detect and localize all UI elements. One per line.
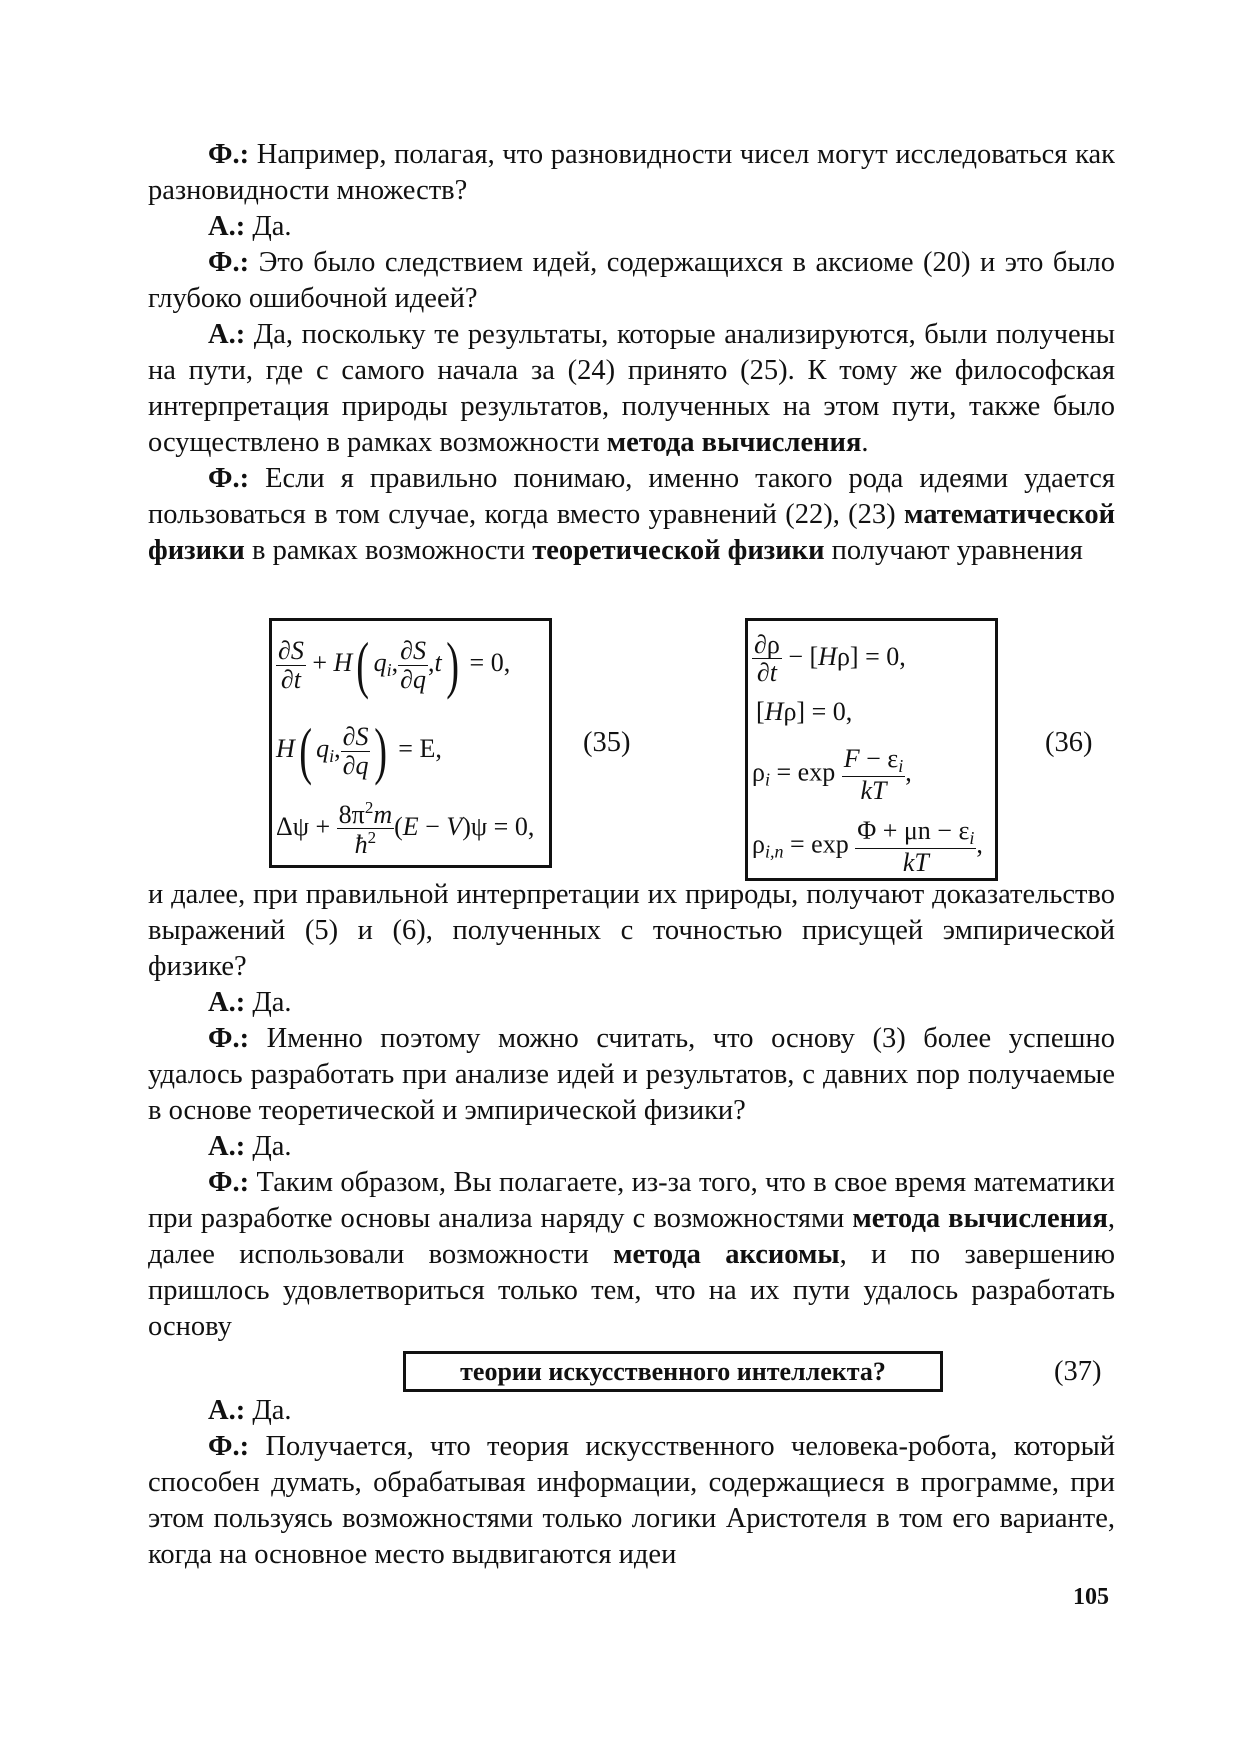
equation-35-number: (35)	[583, 727, 631, 758]
paragraph	[148, 1393, 1115, 1429]
speaker-label: А.:	[208, 211, 246, 242]
eq36-line-4: $\rho_{i,n} = \exp$ $\frac{\Phi + \mu n - \varepsilon_i}{kT}$ ,	[752, 816, 983, 877]
speaker-label: Ф.:	[208, 139, 250, 170]
eq35-line-1: $\frac{\partial S}{\partial t}$ + H( $q_i$, $\frac{\partial S}{\partial q}$ ,t) = 0,	[278, 629, 511, 700]
equation-35-frame	[269, 618, 552, 868]
paragraph	[148, 985, 1115, 1021]
speaker-label: А.:	[208, 1395, 246, 1426]
bold-term: теоретической физики	[532, 535, 825, 566]
paragraph-text: , и по завершению пришлось удовлетвориться только тем, что на их пути удалось разработать основу	[148, 1239, 1115, 1342]
equation-37-number: (37)	[1054, 1356, 1102, 1387]
bold-term: метода вычисления	[852, 1203, 1108, 1234]
paragraph-text: .	[861, 427, 869, 458]
paragraph-text: и далее, при правильной интерпретации их природы, получают доказательство выражений (5) и (6), полученных с точностью присущей эмпирической физике?	[148, 879, 1115, 982]
paragraph	[148, 1021, 1115, 1129]
paragraph	[148, 317, 1115, 461]
paragraph	[148, 461, 1115, 569]
paragraph-text: Да, поскольку те результаты, которые анализируются, были получены на пути, где с самого начала за (24) принято (25). К тому же философская интерпретация природы результатов, полученных на этом пути, также было осуществлено в рамках возможности	[148, 319, 1115, 458]
speaker-label: Ф.:	[208, 1431, 250, 1462]
paragraph	[148, 1129, 1115, 1165]
paragraph-text: Таким образом, Вы полагаете, из-за того, что в свое время математики при разработке основы анализа наряду с возможностями	[148, 1167, 1115, 1234]
speaker-label: Ф.:	[208, 1023, 250, 1054]
bold-term: метода вычисления	[606, 427, 862, 458]
speaker-label: Ф.:	[208, 463, 250, 494]
equation-36-frame	[745, 618, 998, 881]
eq36-line-1: $\frac{\partial\rho}{\partial t}$ − [Hρ] = 0,	[754, 630, 906, 688]
eq35-line-3: Δψ + $\frac{8\pi^2m}{ħ^2}$ (E − V)ψ = 0,	[276, 798, 535, 860]
paragraph-text: Это было следствием идей, содержащихся в аксиоме (20) и это было глубоко ошибочной идеей?	[148, 247, 1115, 314]
equation-36-number: (36)	[1045, 727, 1093, 758]
paragraph	[148, 209, 1115, 245]
speaker-label: Ф.:	[208, 247, 250, 278]
page-number: 105	[1073, 1584, 1109, 1610]
paragraph-text: в рамках возможности	[244, 535, 533, 566]
text-block-middle	[148, 877, 1115, 1345]
speaker-label: А.:	[208, 1131, 246, 1162]
paragraph-text: Если я правильно понимаю, именно такого рода идеями удается пользоваться в том случае, когда вместо уравнений (22), (23)	[148, 463, 1115, 530]
speaker-label: А.:	[208, 987, 246, 1018]
speaker-label: Ф.:	[208, 1167, 250, 1198]
bold-term: метода аксиомы	[613, 1239, 840, 1270]
text-block-bottom	[148, 1393, 1115, 1573]
paragraph	[148, 877, 1115, 985]
paragraph-text: Да.	[245, 211, 292, 242]
paragraph	[148, 137, 1115, 209]
paragraph	[148, 1165, 1115, 1345]
paragraph-text: , далее использовали возможности	[148, 1203, 1115, 1270]
paragraph-text: Да.	[245, 987, 292, 1018]
eq35-line-2: H( $q_i$, $\frac{\partial S}{\partial q}$ ) = E,	[276, 715, 442, 786]
speaker-label: А.:	[208, 319, 246, 350]
paragraph	[148, 1429, 1115, 1573]
paragraph-text: Получается, что теория искусственного человека-робота, который способен думать, обрабатывая информации, содержащиеся в программе, при этом пользуясь возможностями только логики Аристотеля в том его варианте, когда на основное место выдвигаются идеи	[148, 1431, 1115, 1570]
paragraph-text: получают уравнения	[824, 535, 1083, 566]
text-block-top	[148, 137, 1115, 569]
paragraph	[148, 245, 1115, 317]
eq36-line-3: $\rho_i = \exp$ $\frac{F - \varepsilon_i}{kT}$ ,	[752, 744, 912, 805]
paragraph-text: Да.	[245, 1395, 292, 1426]
paragraph-text: Да.	[245, 1131, 292, 1162]
paragraph-text: Именно поэтому можно считать, что основу (3) более успешно удалось разработать при анализе идей и результатов, с давних пор получаемые в основе теоретической и эмпирической физики?	[148, 1023, 1115, 1126]
paragraph-text: Например, полагая, что разновидности чисел могут исследоваться как разновидности множеств?	[148, 139, 1115, 206]
eq36-line-2: [Hρ] = 0,	[756, 697, 853, 726]
equation-37-frame: теории искусственного интеллекта?	[403, 1351, 943, 1392]
bold-term: математической физики	[148, 499, 1115, 566]
